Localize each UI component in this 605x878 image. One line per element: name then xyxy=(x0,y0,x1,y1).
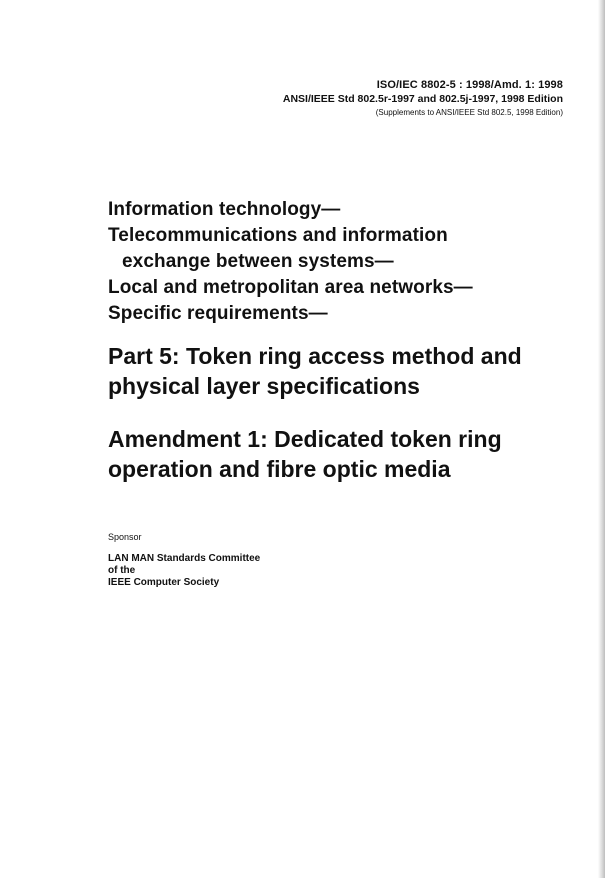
part-title xyxy=(108,341,588,401)
part-title-line: Part 5: Token ring access method and xyxy=(108,343,522,369)
sponsor-line: LAN MAN Standards Committee xyxy=(108,553,261,564)
sponsor-label: Sponsor xyxy=(108,532,142,542)
supplement-note: (Supplements to ANSI/IEEE Std 802.5, 1998 Edition) xyxy=(375,108,563,117)
title-line: Local and metropolitan area networks— xyxy=(108,277,473,298)
title-line: exchange between systems— xyxy=(122,251,394,272)
amendment-title xyxy=(108,424,588,484)
sponsor-block xyxy=(108,553,260,589)
page-edge-shadow xyxy=(598,0,605,878)
sponsor-line: of the xyxy=(108,565,136,576)
title-line: Telecommunications and information xyxy=(108,225,448,246)
title-line: Specific requirements— xyxy=(108,303,328,324)
amendment-title-line: Amendment 1: Dedicated token ring xyxy=(108,426,502,452)
document-title xyxy=(108,197,588,327)
sponsor-line: IEEE Computer Society xyxy=(108,577,220,588)
iso-designation: ISO/IEC 8802-5 : 1998/Amd. 1: 1998 xyxy=(376,79,563,91)
ansi-designation: ANSI/IEEE Std 802.5r-1997 and 802.5j-1997, 1998 Edition xyxy=(282,93,563,105)
title-line: Information technology— xyxy=(108,199,341,220)
part-title-line: physical layer specifications xyxy=(108,373,420,399)
standard-designation-header xyxy=(143,78,563,119)
amendment-title-line: operation and fibre optic media xyxy=(108,456,451,482)
